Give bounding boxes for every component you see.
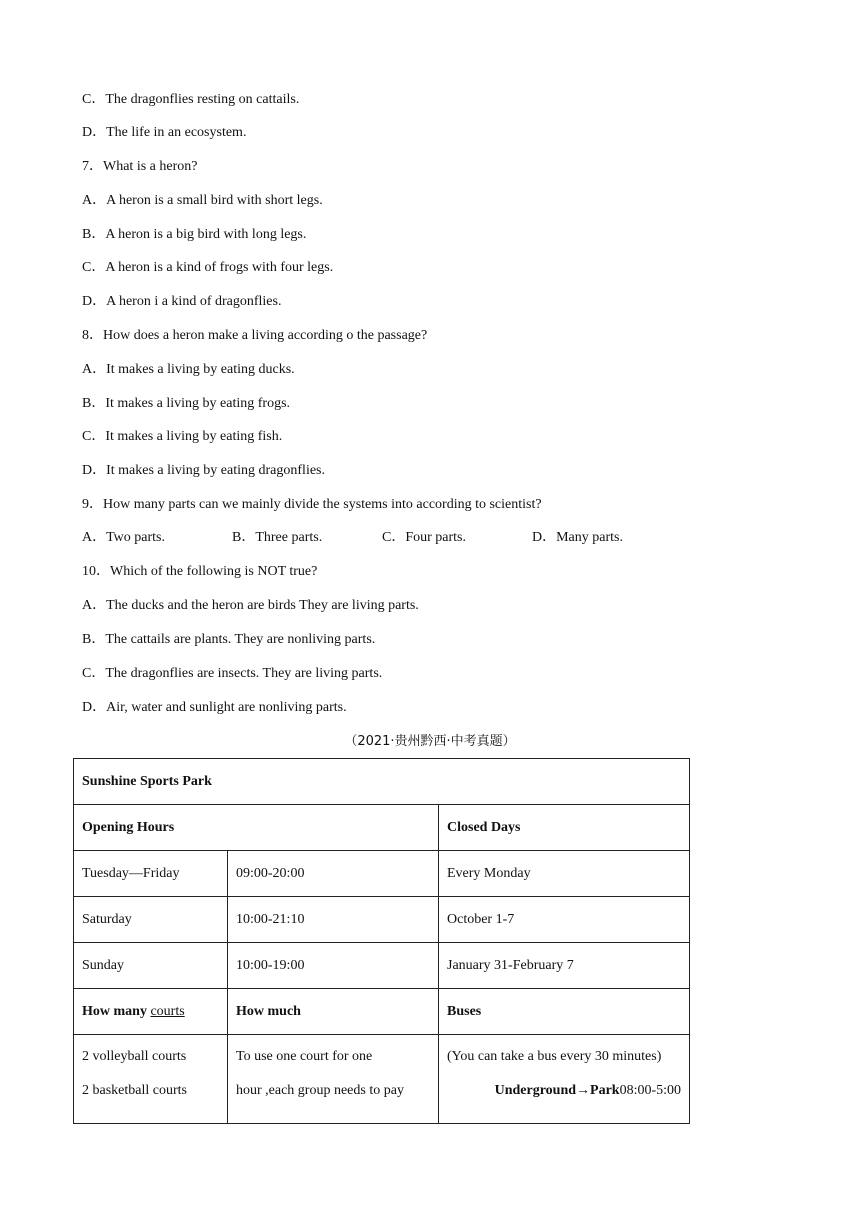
table-row [74, 1035, 690, 1124]
park-title: Sunshine Sports Park [74, 759, 690, 805]
bus-route-name: Underground→Park [494, 1083, 620, 1098]
bus-route-time: 08:00-5:00 [619, 1083, 682, 1098]
option-line: C．A heron is a kind of frogs with four legs. [82, 260, 334, 275]
bus-frequency: (You can take a bus every 30 minutes) [447, 1049, 662, 1064]
price-cell [228, 1035, 439, 1124]
buses-header: Buses [439, 989, 690, 1035]
question-10: 10．Which of the following is NOT true? [82, 564, 318, 579]
option-line: D．Air, water and sunlight are nonliving parts. [82, 700, 347, 715]
question-7: 7．What is a heron? [82, 159, 198, 174]
question-line: C．The dragonflies resting on cattails. [82, 92, 300, 107]
option-b: B．Three parts. [232, 530, 323, 545]
closed-cell: January 31-February 7 [439, 943, 690, 989]
day-cell: Sunday [74, 943, 228, 989]
court-item: 2 basketball courts [82, 1083, 187, 1098]
how-many-label: How many [82, 1003, 151, 1019]
option-line: C．It makes a living by eating fish. [82, 429, 283, 444]
table-row [74, 805, 690, 851]
option-a: A．Two parts. [82, 530, 166, 545]
court-item: 2 volleyball courts [82, 1049, 187, 1064]
table-row [74, 943, 690, 989]
how-much-header: How much [228, 989, 439, 1035]
buses-cell [439, 1035, 690, 1124]
option-line: B．A heron is a big bird with long legs. [82, 227, 307, 242]
question-8: 8．How does a heron make a living according o the passage? [82, 328, 428, 343]
table-row [74, 851, 690, 897]
opening-hours-header: Opening Hours [74, 805, 439, 851]
table-row [74, 897, 690, 943]
closed-cell: Every Monday [439, 851, 690, 897]
q9-options [82, 528, 682, 548]
option-line: A．It makes a living by eating ducks. [82, 362, 295, 377]
closed-days-header: Closed Days [439, 805, 690, 851]
courts-underlined: courts [150, 1003, 185, 1019]
option-line: D．A heron i a kind of dragonflies. [82, 294, 282, 309]
question-9: 9．How many parts can we mainly divide the systems into according to scientist? [82, 497, 542, 512]
day-cell: Saturday [74, 897, 228, 943]
hours-cell: 09:00-20:00 [228, 851, 439, 897]
hours-cell: 10:00-21:10 [228, 897, 439, 943]
day-cell: Tuesday—Friday [74, 851, 228, 897]
question-line: D．The life in an ecosystem. [82, 125, 247, 140]
courts-cell [74, 1035, 228, 1124]
option-line: C．The dragonflies are insects. They are living parts. [82, 666, 383, 681]
option-c: C．Four parts. [382, 530, 466, 545]
source-citation: （2021·贵州黔西·中考真题） [344, 734, 516, 749]
option-line: A．The ducks and the heron are birds They are living parts. [82, 598, 419, 613]
option-line: B．It makes a living by eating frogs. [82, 396, 291, 411]
table-row [74, 759, 690, 805]
price-line: To use one court for one [236, 1049, 373, 1064]
option-line: A．A heron is a small bird with short legs. [82, 193, 323, 208]
bus-route [447, 1081, 681, 1115]
option-line: B．The cattails are plants. They are nonliving parts. [82, 632, 376, 647]
option-d: D．Many parts. [532, 530, 623, 545]
sports-park-table [73, 758, 690, 1124]
hours-cell: 10:00-19:00 [228, 943, 439, 989]
price-line: hour ,each group needs to pay [236, 1083, 404, 1098]
how-many-courts-header [74, 989, 228, 1035]
closed-cell: October 1-7 [439, 897, 690, 943]
table-row [74, 989, 690, 1035]
option-line: D．It makes a living by eating dragonflies. [82, 463, 325, 478]
